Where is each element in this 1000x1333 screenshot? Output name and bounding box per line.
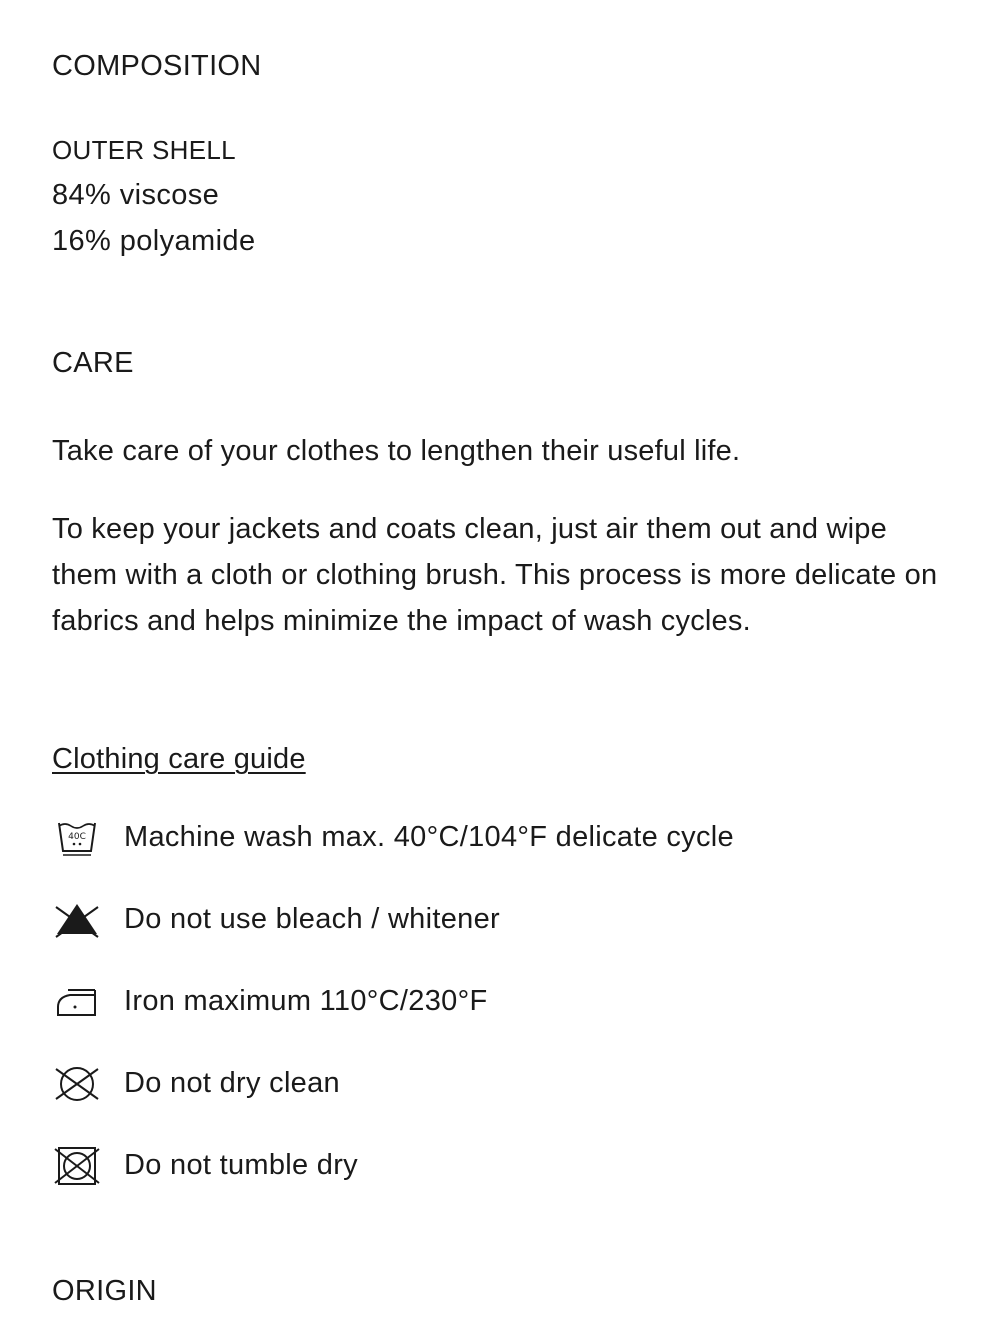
material-line: 16% polyamide [52, 225, 256, 257]
clothing-care-guide-link[interactable]: Clothing care guide [52, 743, 306, 775]
outer-shell-label: OUTER SHELL [52, 135, 236, 165]
care-instruction-no-dry-clean [52, 1059, 932, 1109]
care-instruction-text: Iron maximum 110°C/230°F [124, 985, 488, 1017]
composition-heading: COMPOSITION [52, 50, 262, 82]
care-instruction-machine-wash [52, 813, 932, 863]
care-paragraph: To keep your jackets and coats clean, just air them out and wipe them with a cloth or clothing brush. This process is more delicate on fabrics and helps minimize the impact of wash cycles. [52, 513, 938, 637]
care-instruction-no-tumble-dry [52, 1141, 932, 1191]
iron-icon [52, 977, 102, 1027]
care-instruction-text: Do not tumble dry [124, 1149, 358, 1181]
care-instruction-text: Do not use bleach / whitener [124, 903, 500, 935]
no-bleach-icon [52, 895, 102, 945]
material-line: 84% viscose [52, 179, 220, 211]
care-instruction-iron [52, 977, 932, 1027]
care-intro: Take care of your clothes to lengthen their useful life. [52, 435, 741, 467]
machine-wash-40-icon [52, 813, 102, 863]
no-tumble-dry-icon [52, 1141, 102, 1191]
origin-heading: ORIGIN [52, 1275, 157, 1307]
svg-text:40C: 40C [68, 832, 86, 842]
product-details-panel [52, 0, 952, 1333]
care-instruction-text: Machine wash max. 40°C/104°F delicate cycle [124, 821, 734, 853]
no-dry-clean-icon [52, 1059, 102, 1109]
care-instruction-text: Do not dry clean [124, 1067, 340, 1099]
care-instruction-no-bleach [52, 895, 932, 945]
care-heading: CARE [52, 347, 134, 379]
